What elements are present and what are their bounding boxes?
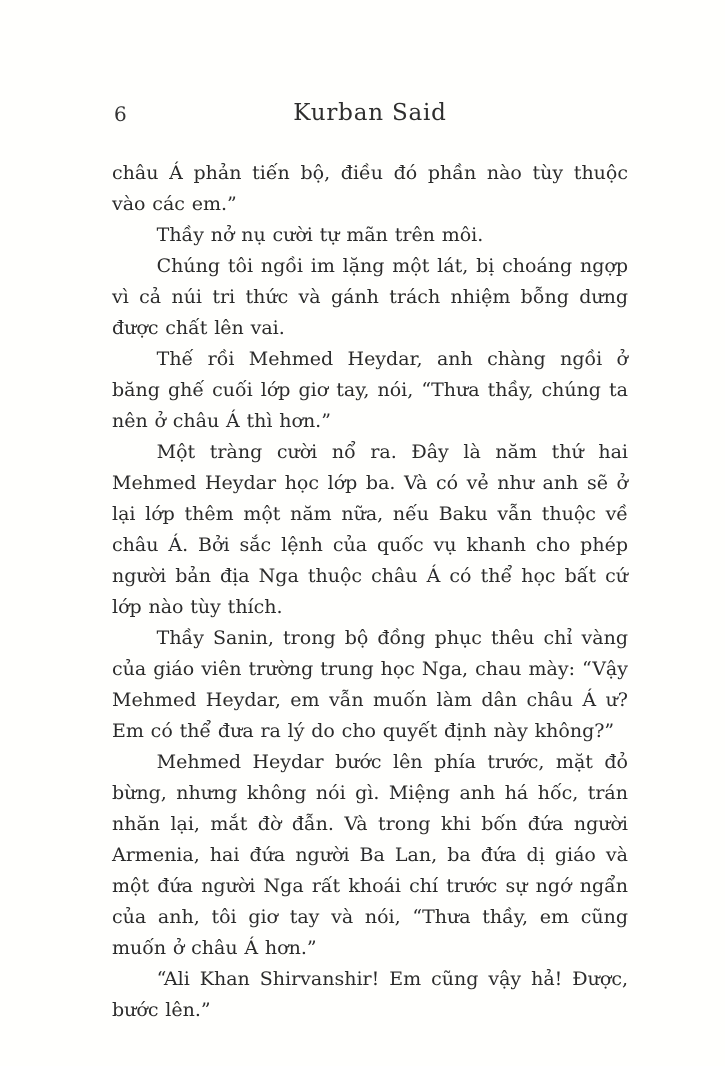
running-header	[112, 100, 628, 132]
paragraph: Thế rồi Mehmed Heydar, anh chàng ngồi ở băng ghế cuối lớp giơ tay, nói, “Thưa thầy, chúng ta nên ở châu Á thì hơn.”	[112, 348, 628, 432]
paragraph: Thầy nở nụ cười tự mãn trên môi.	[156, 224, 484, 246]
page-body	[112, 158, 628, 1026]
running-header-title: Kurban Said	[293, 100, 447, 126]
page-content	[112, 100, 628, 1026]
paragraph: Một tràng cười nổ ra. Đây là năm thứ hai Mehmed Heydar học lớp ba. Và có vẻ như anh sẽ ở lại lớp thêm một năm nữa, nếu Baku vẫn thuộc về châu Á. Bởi sắc lệnh của quốc vụ khanh cho phép người bản địa Nga thuộc châu Á có thể học bất cứ lớp nào tùy thích.	[112, 441, 628, 618]
page-number: 6	[114, 102, 127, 126]
paragraph: “Ali Khan Shirvanshir! Em cũng vậy hả! Được, bước lên.”	[112, 968, 628, 1021]
paragraph: Mehmed Heydar bước lên phía trước, mặt đỏ bừng, nhưng không nói gì. Miệng anh há hốc, trán nhăn lại, mắt đờ đẫn. Và trong khi bốn đứa người Armenia, hai đứa người Ba Lan, ba đứa dị giáo và một đứa người Nga rất khoái chí trước sự ngớ ngẩn của anh, tôi giơ tay và nói, “Thưa thầy, em cũng muốn ở châu Á hơn.”	[112, 751, 628, 959]
paragraph-continuation: châu Á phản tiến bộ, điều đó phần nào tùy thuộc vào các em.”	[112, 162, 628, 215]
paragraph: Chúng tôi ngồi im lặng một lát, bị choáng ngợp vì cả núi tri thức và gánh trách nhiệm bỗng dưng được chất lên vai.	[112, 255, 628, 339]
paragraph: Thầy Sanin, trong bộ đồng phục thêu chỉ vàng của giáo viên trường trung học Nga, chau mày: “Vậy Mehmed Heydar, em vẫn muốn làm dân châu Á ư? Em có thể đưa ra lý do cho quyết định này không?”	[112, 627, 628, 742]
